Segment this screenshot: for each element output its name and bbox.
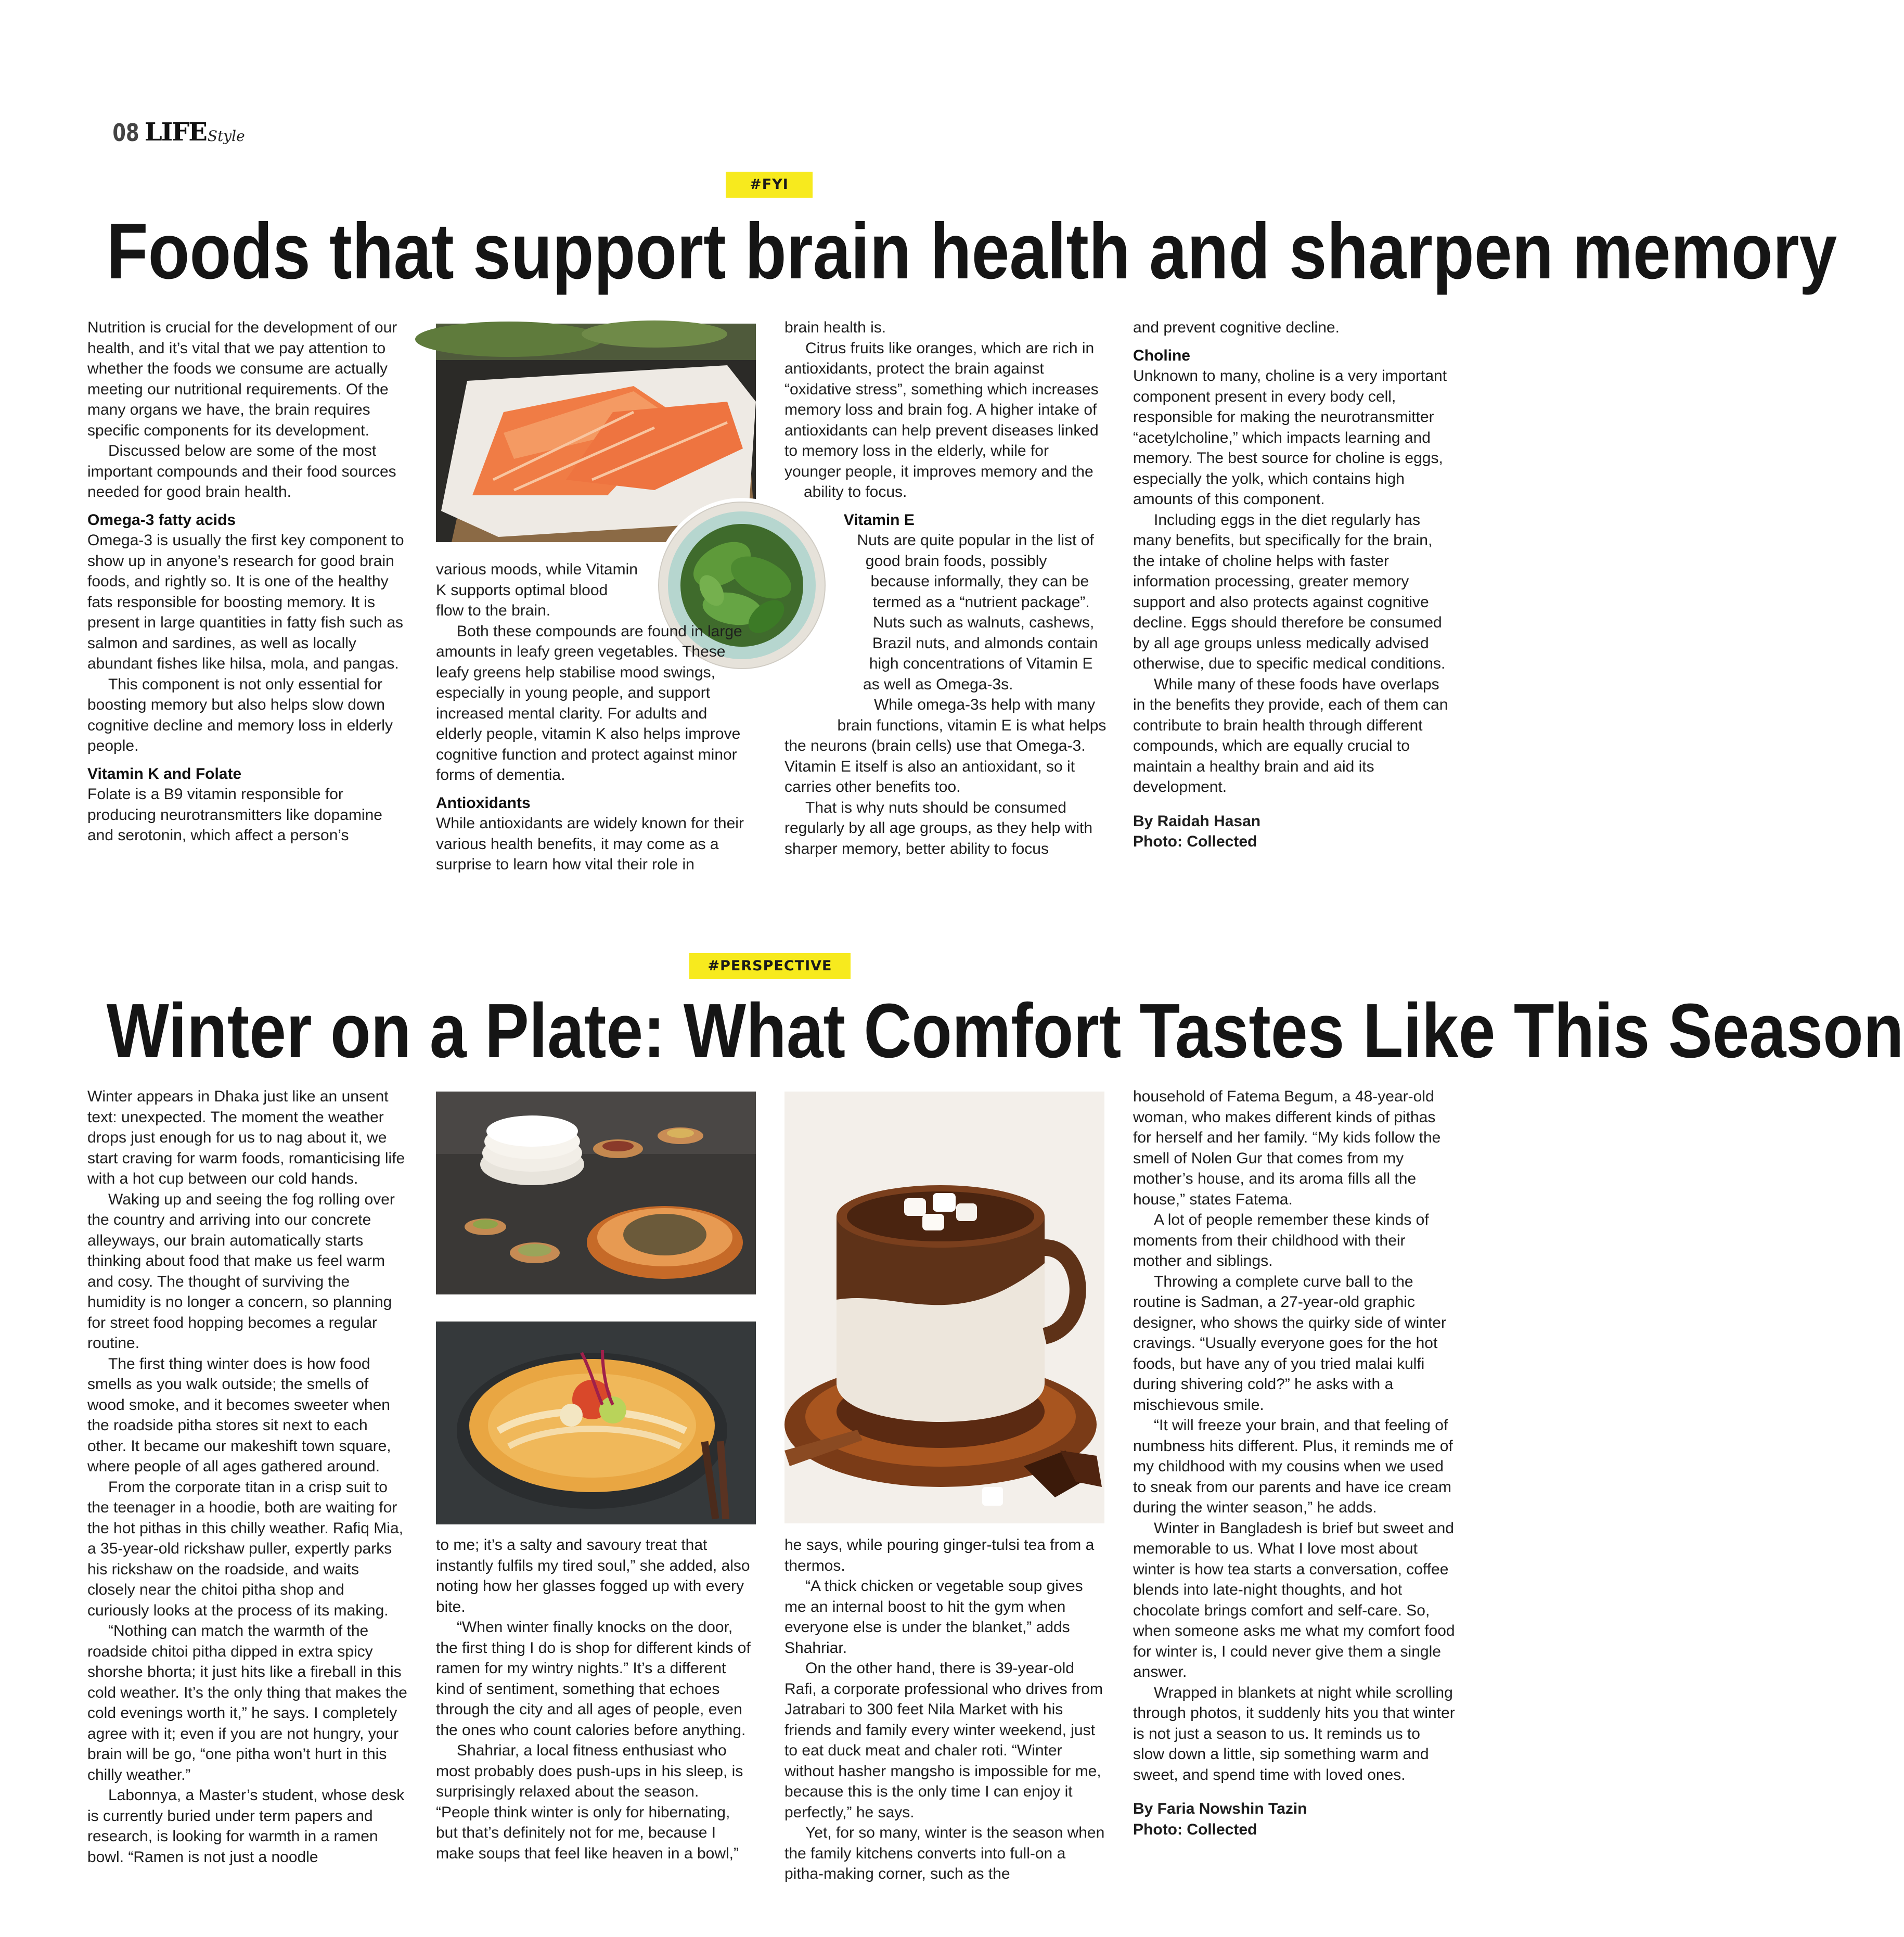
hot-chocolate-photo — [784, 1092, 1104, 1523]
paragraph: On the other hand, there is 39-year-old Rafi, a corporate professional who drives from Jatrabari to 300 feet Nila Market with his friends and family every winter weekend, just to eat duck meat and chaler roti. “Winter without hasher mangsho is impossible for me, because this is the only time I can enjoy it perfectly,” he says. — [784, 1660, 1103, 1821]
pitha-photo — [436, 1092, 756, 1294]
article1-column-4 — [1133, 317, 1456, 852]
paragraph: Winter appears in Dhaka just like an unsent text: unexpected. The moment the weather drops just enough for us to nag about it, we start craving for warm foods, romanticising life with a hot cup between our cold hands. — [87, 1088, 405, 1187]
brand-logo — [145, 118, 245, 147]
subhead-vitamin-e: Vitamin E — [843, 511, 915, 529]
byline: By Raidah Hasan — [1133, 812, 1261, 830]
brand-script: Style — [207, 127, 245, 145]
paragraph: Omega-3 is usually the first key component to show up in anyone’s research for good brain foods, and rightly so. It is one of the healthy fats responsible for boosting memory. It is present in large quantities in fatty fish such as salmon and sardines, as well as locally abundant fishes like hilsa, mola, and pangas. — [87, 532, 404, 672]
paragraph: and prevent cognitive decline. — [1133, 319, 1340, 336]
paragraph: “When winter finally knocks on the door, the first thing I do is shop for different kinds of ramen for my wintry nights.” It’s a different kind of sentiment, something that echoes through the city and all ages of people, even the ones who count calories before anything. — [436, 1619, 751, 1739]
paragraph: Shahriar, a local fitness enthusiast who most probably does push-ups in his sleep, is surprisingly relaxed about the season. “People think winter is only for hibernating, but that’s definitely not for me, because I make soups that feel like heaven in a bowl,” — [436, 1742, 743, 1862]
article2-column-3 — [784, 1535, 1107, 1884]
section-tag-fyi: #FYI — [726, 172, 813, 198]
paragraph: Labonnya, a Master’s student, whose desk is currently buried under term papers and research, is looking for warmth in a ramen bowl. “Ramen is not just a noodle — [87, 1787, 405, 1866]
paragraph: Discussed below are some of the most important compounds and their food sources needed for good brain health. — [87, 442, 396, 501]
article2-column-1 — [87, 1086, 410, 1867]
paragraph: “It will freeze your brain, and that feeling of numbness hits different. Plus, it reminds me of my childhood with my cousins when we used to sneak from our parents and have ice cream during the winter season,” he adds. — [1133, 1417, 1453, 1516]
paragraph: Winter in Bangladesh is brief but sweet and memorable to us. What I love most about winter is how tea starts a conversation, coffee blends into late-night thoughts, and hot chocolate brings comfort and self-care. So, when someone asks me what my comfort food for winter is, I could never give them a single answer. — [1133, 1519, 1455, 1681]
page-header — [109, 110, 245, 147]
paragraph: Unknown to many, choline is a very important component present in every body cell, responsible for making the neurotransmitter “acetylcholine,” which impacts learning and memory. The best source for choline is eggs, especially the yolk, which contains high amounts of this component. — [1133, 367, 1447, 508]
subhead-choline: Choline — [1133, 347, 1190, 364]
article2-column-4 — [1133, 1086, 1456, 1840]
byline: By Faria Nowshin Tazin — [1133, 1800, 1307, 1817]
paragraph: A lot of people remember these kinds of moments from their childhood with their mother and siblings. — [1133, 1211, 1429, 1269]
section-tag-perspective: #PERSPECTIVE — [689, 953, 851, 979]
paragraph: While antioxidants are widely known for their various health benefits, it may come as a surprise to learn how vital their role in — [436, 815, 744, 873]
headline-brain-foods: Foods that support brain health and sharpen memory — [106, 207, 1837, 296]
hot-chocolate-image — [784, 1092, 1104, 1523]
paragraph: to me; it’s a salty and savoury treat that instantly fulfils my tired soul,” she added, also noting how her glasses fogged up with every bite. — [436, 1536, 750, 1615]
article1-column-3 — [784, 317, 1107, 859]
paragraph: various moods, while Vitamin K supports optimal blood flow to the brain. — [436, 561, 638, 619]
paragraph: Nutrition is crucial for the development of our health, and it’s vital that we pay attention to whether the foods we consume are actually meeting our nutritional requirements. Of the many organs we have, the brain requires specific components for its development. — [87, 319, 397, 439]
subhead-antioxidants: Antioxidants — [436, 794, 531, 812]
headline-winter-plate: Winter on a Plate: What Comfort Tastes Like This Season — [106, 988, 1904, 1074]
paragraph: Folate is a B9 vitamin responsible for producing neurotransmitters like dopamine and serotonin, which affect a person’s — [87, 786, 382, 844]
page-number: 08 — [112, 119, 139, 147]
article1-column-2 — [436, 559, 748, 875]
subhead-vitamin-k: Vitamin K and Folate — [87, 765, 242, 783]
photo-credit: Photo: Collected — [1133, 833, 1257, 850]
paragraph: Throwing a complete curve ball to the routine is Sadman, a 27-year-old graphic designer, who shows the quirky side of winter cravings. “Usually everyone goes for the hot foods, but have any of you tried malai kulfi during shivering cold?” he asks with a mischievous smile. — [1133, 1273, 1446, 1414]
subhead-omega3: Omega-3 fatty acids — [87, 511, 236, 529]
paragraph: While omega-3s help with many brain functions, vitamin E is what helps the neurons (brain cells) use that Omega-3. Vitamin E itself is also an antioxidant, so it carries other benefits too. — [784, 696, 1107, 796]
ramen-photo — [436, 1322, 756, 1524]
ramen-image — [436, 1322, 756, 1524]
paragraph: Including eggs in the diet regularly has many benefits, but specifically for the brain, the intake of choline helps with faster information processing, greater memory support and also protects against cognitive decline. Eggs should therefore be consumed by all age groups unless medically advised otherwise, due to specific medical conditions. — [1133, 511, 1446, 672]
paragraph: While many of these foods have overlaps in the benefits they provide, each of them can contribute to brain health through different compounds, which are equally crucial to maintain a healthy brain and aid its development. — [1133, 675, 1448, 796]
paragraph: Waking up and seeing the fog rolling over the country and arriving into our concrete alleyways, our brain automatically starts thinking about food that make us feel warm and cosy. The thought of surviving the humidity is no longer a concern, so planning for street food hopping becomes a regular routine. — [87, 1190, 395, 1352]
paragraph: That is why nuts should be consumed regularly by all age groups, as they help with sharper memory, better ability to focus — [784, 799, 1093, 857]
paragraph: “A thick chicken or vegetable soup gives me an internal boost to hit the gym when everyone else is under the blanket,” adds Shahriar. — [784, 1577, 1083, 1657]
brand-name: LIFE — [145, 118, 207, 147]
article2-column-2 — [436, 1535, 756, 1864]
paragraph: brain health is. — [784, 319, 886, 336]
paragraph: household of Fatema Begum, a 48-year-old woman, who makes different kinds of pithas for herself and her family. “My kids follow the smell of Nolen Gur that comes from my mother’s house, and its aroma fills all the house,” states Fatema. — [1133, 1088, 1441, 1208]
paragraph: From the corporate titan in a crisp suit to the teenager in a hoodie, both are waiting for the hot pithas in this chilly weather. Rafiq Mia, a 35-year-old rickshaw puller, expertly parks his rickshaw on the roadside, and waits closely near the chitoi pitha shop and curiously looks at the process of its making. — [87, 1478, 403, 1619]
paragraph: Both these compounds are found in large amounts in leafy green vegetables. These leafy greens help stabilise mood swings, especially in young people, and support increased mental clarity. For adults and elderly people, vitamin K also helps improve cognitive function and protect against minor forms of dementia. — [436, 622, 742, 784]
paragraph: Yet, for so many, winter is the season when the family kitchens converts into full-on a pitha-making corner, such as the — [784, 1824, 1105, 1882]
paragraph: This component is not only essential for boosting memory but also helps slow down cognitive decline and memory loss in elderly people. — [87, 675, 393, 754]
paragraph: Citrus fruits like oranges, which are rich in antioxidants, protect the brain against “oxidative stress”, something which increases memory loss and brain fog. A higher intake of antioxidants can help prevent diseases linked to memory loss in the elderly, while for younger people, it improves memory and the ability to focus. — [784, 339, 1099, 501]
paragraph: The first thing winter does is how food smells as you walk outside; the smells of wood smoke, and it becomes sweeter when the roadside pitha stores sit next to each other. It became our makeshift town square, where people of all ages gathered around. — [87, 1355, 391, 1475]
photo-credit: Photo: Collected — [1133, 1820, 1257, 1838]
pitha-image — [436, 1092, 756, 1294]
paragraph: Nuts are quite popular in the list of good brain foods, possibly because informally, they can be termed as a “nutrient package”. Nuts such as walnuts, cashews, Brazil nuts, and almonds contain high concentrations of Vitamin E as well as Omega-3s. — [857, 532, 1098, 693]
paragraph: Wrapped in blankets at night while scrolling through photos, it suddenly hits you that winter is not just a season to us. It reminds us to slow down a little, sip something warm and sweet, and spend time with loved ones. — [1133, 1684, 1455, 1784]
article1-column-1 — [87, 317, 410, 846]
paragraph: “Nothing can match the warmth of the roadside chitoi pitha dipped in extra spicy shorshe bhorta; it just hits like a fireball in this cold weather. It’s the only thing that makes the cold evenings worth it,” he says. I completely agree with it; even if you are not hungry, your brain will be go, “one pitha won’t hurt in this chilly weather.” — [87, 1622, 407, 1784]
paragraph: he says, while pouring ginger-tulsi tea from a thermos. — [784, 1536, 1095, 1574]
